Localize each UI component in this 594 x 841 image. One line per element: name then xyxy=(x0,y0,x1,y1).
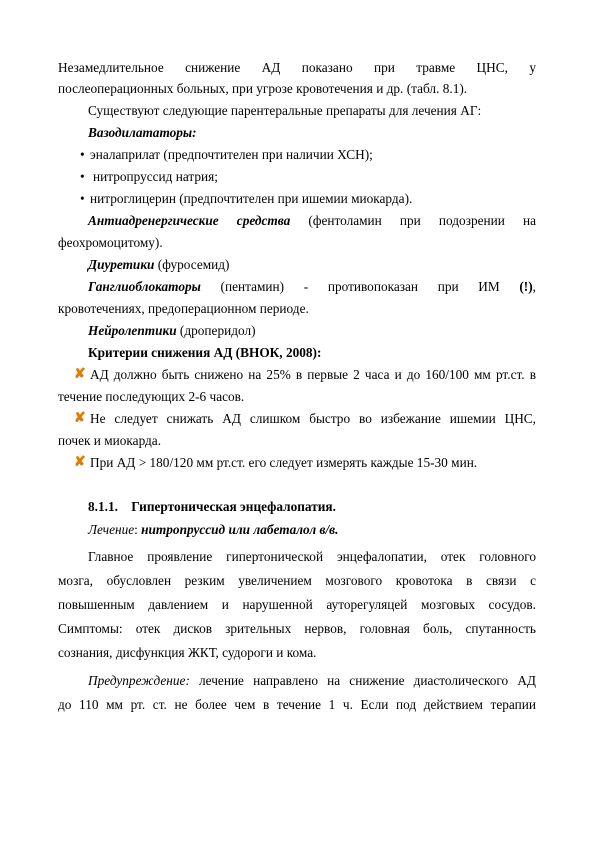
paragraph-line xyxy=(88,212,536,230)
paragraph-line: сознания, дисфункция ЖКТ, судороги и кома. xyxy=(58,645,317,660)
section-heading: Вазодилататоры: xyxy=(88,125,197,140)
subsection-heading: 8.1.1. Гипертоническая энцефалопатия. xyxy=(88,499,336,514)
paragraph-line: Симптомы: отек дисков зрительных нервов, головная боль, спутанность xyxy=(58,621,536,636)
paragraph-line: послеоперационных больных, при угрозе кровотечения и др. (табл. 8.1). xyxy=(58,81,468,96)
list-item: нитроглицерин (предпочтителен при ишемии миокарда). xyxy=(90,191,413,206)
list-item: При АД > 180/120 мм рт.ст. его следует измерять каждые 15-30 мин. xyxy=(90,455,478,470)
text: (!) xyxy=(519,279,533,294)
paragraph-line xyxy=(88,672,536,690)
text: , xyxy=(532,279,536,294)
bullet-icon: • xyxy=(80,191,85,206)
text: (дроперидол) xyxy=(176,323,256,338)
section-heading: Критерии снижения АД (ВНОК, 2008): xyxy=(88,345,322,360)
label: Лечение xyxy=(88,522,135,537)
paragraph-line: кровотечениях, предоперационном периоде. xyxy=(58,301,309,316)
text: (пентамин) - противопоказан при ИМ xyxy=(200,279,520,294)
term: Нейролептики xyxy=(88,323,177,338)
paragraph-line: почек и миокарда. xyxy=(58,433,162,448)
bullet-icon: • xyxy=(80,169,85,184)
paragraph-line: мозга, обусловлен резким увеличением мозгового кровотока в связи с xyxy=(58,573,536,588)
paragraph-line: повышенным давлением и нарушенной ауторегуляцей мозговых сосудов. xyxy=(58,597,536,612)
text: (фуросемид) xyxy=(154,257,230,272)
paragraph-line: течение последующих 2-6 часов. xyxy=(58,389,245,404)
term: Диуретики xyxy=(88,257,155,272)
label: Предупреждение: xyxy=(88,673,190,688)
paragraph-line: Незамедлительное снижение АД показано при травме ЦНС, у xyxy=(58,60,536,75)
cross-mark-icon: ✘ xyxy=(74,367,86,382)
bullet-icon: • xyxy=(80,147,85,162)
term: Антиадренергические средства xyxy=(88,213,291,228)
term: нитропруссид или лабеталол в/в. xyxy=(141,522,339,537)
paragraph-line xyxy=(88,521,536,539)
list-item: нитропруссид натрия; xyxy=(93,169,218,184)
paragraph-line: до 110 мм рт. ст. не более чем в течение 1 ч. Если под действием терапии xyxy=(58,697,536,712)
text: : xyxy=(134,522,142,537)
text: (фентоламин при подозрении на xyxy=(290,213,536,228)
list-item: АД должно быть снижено на 25% в первые 2 часа и до 160/100 мм рт.ст. в xyxy=(90,367,536,382)
paragraph-line: феохромоцитому). xyxy=(58,235,163,250)
term: Ганглиоблокаторы xyxy=(88,279,201,294)
cross-mark-icon: ✘ xyxy=(74,455,86,470)
paragraph-line xyxy=(88,322,536,340)
cross-mark-icon: ✘ xyxy=(74,411,86,426)
text: лечение направлено на снижение диастолического АД xyxy=(189,673,536,688)
paragraph-line xyxy=(88,278,536,296)
list-item: эналаприлат (предпочтителен при наличии ХСН); xyxy=(90,147,373,162)
paragraph-line xyxy=(88,256,536,274)
list-item: Не следует снижать АД слишком быстро во избежание ишемии ЦНС, xyxy=(90,411,536,426)
paragraph-line: Существуют следующие парентеральные препараты для лечения АГ: xyxy=(88,103,482,118)
paragraph-line: Главное проявление гипертонической энцефалопатии, отек головного xyxy=(88,549,536,564)
